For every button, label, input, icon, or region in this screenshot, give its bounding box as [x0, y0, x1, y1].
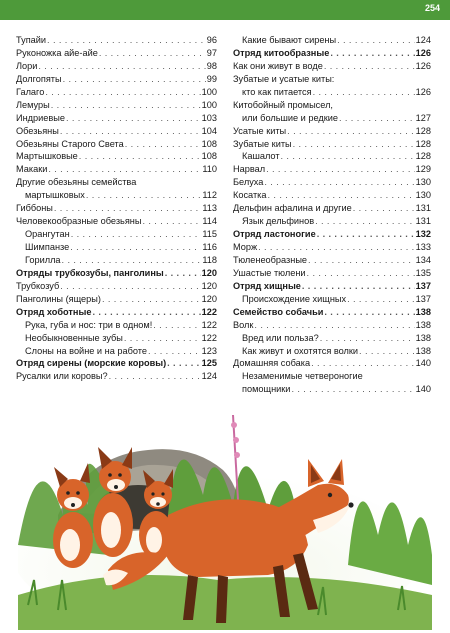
toc-entry-title: Язык дельфинов [242, 216, 315, 227]
toc-leader-dots [62, 254, 202, 267]
toc-leader-dots [54, 202, 201, 215]
toc-entry[interactable] [16, 163, 217, 176]
toc-entry[interactable] [233, 280, 431, 293]
toc-entry-page: 98 [206, 60, 217, 71]
toc-leader-dots [167, 357, 201, 370]
toc-entry-title[interactable]: Китобойный промысел, [233, 99, 333, 110]
toc-leader-dots [51, 99, 201, 112]
toc-entry[interactable] [16, 293, 217, 306]
toc-entry-title: Косатка [233, 190, 267, 201]
toc-entry[interactable] [233, 125, 431, 138]
toc-leader-dots [324, 306, 414, 319]
toc-leader-dots [307, 267, 415, 280]
toc-entry[interactable] [233, 112, 431, 125]
toc-leader-dots [264, 176, 414, 189]
toc-entry-page: 130 [415, 177, 431, 188]
toc-entry-title: Отряд хоботные [16, 306, 92, 317]
toc-entry-page: 99 [206, 73, 217, 84]
toc-leader-dots [313, 86, 415, 99]
toc-entry[interactable] [233, 332, 431, 345]
toc-leader-dots [124, 332, 201, 345]
toc-entry[interactable] [16, 189, 217, 202]
toc-entry-title: Как они живут в воде [233, 60, 323, 71]
toc-entry-title: Кашалот [242, 151, 280, 162]
toc-leader-dots [109, 370, 201, 383]
toc-entry-page: 122 [201, 306, 217, 317]
toc-entry-title: Происхождение хищных [242, 293, 347, 304]
toc-entry-title: помощники [242, 384, 291, 395]
toc-entry[interactable] [233, 202, 431, 215]
toc-entry-page: 126 [415, 60, 431, 71]
toc-entry-title: Шимпанзе [25, 242, 70, 252]
toc-entry[interactable] [233, 60, 431, 73]
toc-entry[interactable] [16, 228, 217, 241]
toc-leader-dots [347, 293, 415, 306]
toc-entry-page: 132 [415, 229, 431, 240]
toc-entry[interactable] [16, 345, 217, 358]
toc-entry-page: 130 [415, 190, 431, 201]
toc-entry-title: Лемуры [16, 99, 50, 110]
toc-entry-page: 124 [201, 371, 217, 382]
toc-entry-page: 140 [415, 358, 431, 369]
toc-entry[interactable] [233, 241, 431, 254]
toc-leader-dots [330, 47, 414, 60]
toc-entry[interactable] [16, 215, 217, 228]
toc-entry[interactable] [233, 150, 431, 163]
toc-entry-title: Какие бывают сирены [242, 35, 337, 45]
toc-entry-page: 112 [202, 190, 217, 201]
toc-entry-title: Семейство собачьи [233, 306, 324, 317]
toc-entry[interactable] [233, 86, 431, 99]
toc-leader-dots [86, 189, 202, 202]
toc-leader-dots [102, 293, 201, 306]
toc-leader-dots [66, 112, 201, 125]
toc-entry-title: Вред или польза? [242, 332, 319, 343]
toc-leader-dots [311, 357, 415, 370]
toc-entry-page: 128 [415, 125, 431, 136]
toc-entry-page: 133 [415, 242, 431, 252]
toc-leader-dots [99, 47, 206, 60]
toc-entry[interactable] [16, 370, 217, 383]
toc-entry-title: Ушастые тюлени [233, 267, 306, 278]
toc-leader-dots [281, 150, 415, 163]
toc-leader-dots [324, 60, 415, 73]
toc-leader-dots [268, 189, 415, 202]
toc-entry-page: 123 [201, 345, 217, 356]
toc-entry[interactable] [233, 293, 431, 306]
toc-entry-page: 100 [201, 99, 217, 110]
toc-entry-title: Тупайи [16, 35, 47, 45]
toc-entry-page: 108 [201, 151, 217, 162]
toc-entry-page: 108 [201, 138, 217, 149]
toc-entry[interactable] [233, 357, 431, 370]
toc-entry-page: 138 [415, 319, 431, 330]
toc-entry-page: 138 [415, 306, 431, 317]
toc-leader-dots [359, 345, 415, 358]
toc-entry-title: или большие и редкие [242, 112, 338, 123]
toc-entry-page: 124 [415, 35, 431, 45]
toc-entry[interactable] [16, 60, 217, 73]
toc-entry[interactable] [16, 254, 217, 267]
toc-entry-title: Отряд ластоногие [233, 229, 316, 240]
toc-entry-page: 137 [415, 293, 431, 304]
toc-entry-title[interactable]: Незаменимые четвероногие [242, 371, 363, 382]
toc-leader-dots [153, 319, 200, 332]
toc-entry-title: Волк [233, 319, 254, 330]
toc-entry[interactable] [16, 241, 217, 254]
toc-entry[interactable] [233, 163, 431, 176]
toc-entry-title: Отряд сирены (морские коровы) [16, 358, 167, 369]
toc-leader-dots [337, 34, 415, 47]
toc-entry-page: 135 [415, 267, 431, 278]
toc-entry-page: 138 [415, 345, 431, 356]
toc-leader-dots [308, 254, 415, 267]
toc-entry[interactable] [16, 34, 217, 47]
toc-entry[interactable] [233, 319, 431, 332]
toc-left-column [16, 34, 217, 383]
toc-entry[interactable] [16, 125, 217, 138]
toc-entry-title: Долгопяты [16, 73, 62, 84]
toc-leader-dots [315, 215, 415, 228]
toc-entry-page: 122 [201, 319, 217, 330]
toc-entry-title: Отряд хищные [233, 280, 301, 291]
toc-leader-dots [143, 215, 202, 228]
toc-entry[interactable] [16, 306, 217, 319]
toc-entry-page: 104 [201, 125, 217, 136]
toc-entry-title: Панголины (ящеры) [16, 293, 101, 304]
toc-entry-page: 113 [202, 203, 217, 214]
toc-entry-page: 120 [201, 280, 217, 291]
toc-leader-dots [63, 73, 206, 86]
toc-entry[interactable] [233, 254, 431, 267]
toc-entry-title: Индриевые [16, 112, 65, 123]
toc-entry-page: 103 [201, 112, 217, 123]
toc-entry[interactable] [16, 47, 217, 60]
toc-entry-title: Как живут и охотятся волки [242, 345, 359, 356]
toc-leader-dots [47, 34, 206, 47]
toc-entry-title[interactable]: Зубатые и усатые киты: [233, 73, 335, 84]
toc-entry[interactable] [16, 357, 217, 370]
toc-entry-title: Обезьяны [16, 125, 59, 136]
toc-entry[interactable] [16, 150, 217, 163]
toc-leader-dots [45, 86, 200, 99]
toc-entry[interactable] [233, 176, 431, 189]
toc-leader-dots [258, 241, 415, 254]
toc-entry-title[interactable]: Другие обезьяны семейства [16, 177, 137, 188]
toc-leader-dots [79, 150, 201, 163]
toc-entry-title: Нарвал [233, 164, 266, 175]
toc-entry-page: 110 [202, 164, 217, 175]
toc-entry-title: Трубкозуб [16, 280, 60, 291]
toc-leader-dots [60, 280, 200, 293]
toc-entry-page: 140 [415, 384, 431, 395]
toc-entry[interactable] [16, 99, 217, 112]
toc-entry-title: Отряд китообразные [233, 47, 330, 58]
toc-leader-dots [60, 125, 201, 138]
toc-right-column [233, 34, 431, 396]
toc-entry-page: 122 [201, 332, 217, 343]
toc-entry-title: Русалки или коровы? [16, 371, 108, 382]
toc-leader-dots [92, 306, 200, 319]
toc-entry-page: 120 [201, 267, 217, 278]
toc-leader-dots [70, 241, 201, 254]
toc-entry[interactable] [233, 345, 431, 358]
toc-leader-dots [293, 138, 415, 151]
toc-entry-title: мартышковых [25, 190, 85, 201]
toc-entry[interactable] [16, 112, 217, 125]
toc-entry-title: Мартышковые [16, 151, 78, 162]
toc-entry-title: Слоны на войне и на работе [25, 345, 147, 356]
toc-entry-page: 127 [415, 112, 431, 123]
toc-entry-title: Лори [16, 60, 38, 71]
toc-entry-page: 96 [206, 35, 217, 45]
toc-entry[interactable] [16, 86, 217, 99]
toc-entry-page: 131 [415, 203, 431, 214]
toc-leader-dots [353, 202, 415, 215]
toc-leader-dots [266, 163, 415, 176]
toc-leader-dots [254, 319, 414, 332]
page-number: 254 [424, 3, 440, 13]
toc-entry[interactable] [233, 215, 431, 228]
toc-entry-page: 125 [201, 358, 217, 369]
toc-leader-dots [38, 60, 205, 73]
toc-entry[interactable] [16, 267, 217, 280]
toc-entry-title: Горилла [25, 254, 61, 265]
toc-entry-title: Домашняя собака [233, 358, 311, 369]
toc-entry-page: 116 [202, 242, 217, 252]
toc-entry-title: Гиббоны [16, 203, 53, 214]
toc-entry-page: 129 [415, 164, 431, 175]
toc-entry-title: Белуха [233, 177, 264, 188]
toc-entry-page: 126 [415, 86, 431, 97]
toc-leader-dots [71, 228, 202, 241]
toc-entry[interactable] [233, 34, 431, 47]
toc-entry[interactable] [16, 202, 217, 215]
toc-entry-page: 128 [415, 151, 431, 162]
toc-leader-dots [48, 163, 201, 176]
toc-entry-title: Человекообразные обезьяны [16, 216, 142, 227]
toc-entry-title: Отряды трубкозубы, панголины [16, 267, 164, 278]
toc-entry[interactable] [233, 228, 431, 241]
toc-entry-title: Усатые киты [233, 125, 287, 136]
toc-entry-title: Орангутан [25, 229, 70, 240]
toc-leader-dots [302, 280, 415, 293]
toc-entry[interactable] [233, 47, 431, 60]
toc-leader-dots [125, 138, 201, 151]
toc-entry[interactable] [233, 189, 431, 202]
toc-leader-dots [148, 345, 201, 358]
toc-entry-page: 134 [415, 254, 431, 265]
toc-entry-page: 128 [415, 138, 431, 149]
toc-entry[interactable] [16, 332, 217, 345]
toc-entry-page: 114 [202, 216, 217, 227]
toc-entry-page: 138 [415, 332, 431, 343]
toc-entry[interactable] [233, 306, 431, 319]
toc-entry-title: Рука, губа и нос: три в одном! [25, 319, 153, 330]
toc-entry[interactable] [233, 138, 431, 151]
toc-entry-title: Макаки [16, 164, 48, 175]
toc-leader-dots [287, 125, 414, 138]
toc-entry-title: Зубатые киты [233, 138, 292, 149]
toc-entry-title: Морж [233, 242, 258, 252]
toc-entry-page: 100 [201, 86, 217, 97]
toc-leader-dots [317, 228, 415, 241]
toc-entry[interactable] [233, 267, 431, 280]
toc-entry-title: кто как питается [242, 86, 312, 97]
toc-entry-page: 97 [206, 47, 217, 58]
toc-entry[interactable] [16, 319, 217, 332]
page-header-bar [0, 0, 450, 20]
toc-entry-page: 137 [415, 280, 431, 291]
toc-entry-page: 120 [201, 293, 217, 304]
toc-entry-page: 115 [202, 229, 217, 240]
toc-leader-dots [339, 112, 415, 125]
fox-family-illustration [18, 395, 432, 630]
toc-entry-title: Тюленеобразные [233, 254, 308, 265]
toc-entry[interactable] [16, 73, 217, 86]
toc-entry[interactable] [16, 280, 217, 293]
toc-entry-title: Дельфин афалина и другие [233, 203, 352, 214]
toc-entry-title: Необыкновенные зубы [25, 332, 123, 343]
toc-entry-title: Обезьяны Старого Света [16, 138, 124, 149]
toc-entry-page: 126 [415, 47, 431, 58]
toc-leader-dots [165, 267, 201, 280]
toc-entry[interactable] [16, 138, 217, 151]
toc-entry-title: Руконожка айе-айе [16, 47, 98, 58]
toc-leader-dots [320, 332, 415, 345]
toc-entry-title: Галаго [16, 86, 45, 97]
toc-entry-page: 131 [415, 216, 431, 227]
toc-entry-page: 118 [202, 254, 217, 265]
